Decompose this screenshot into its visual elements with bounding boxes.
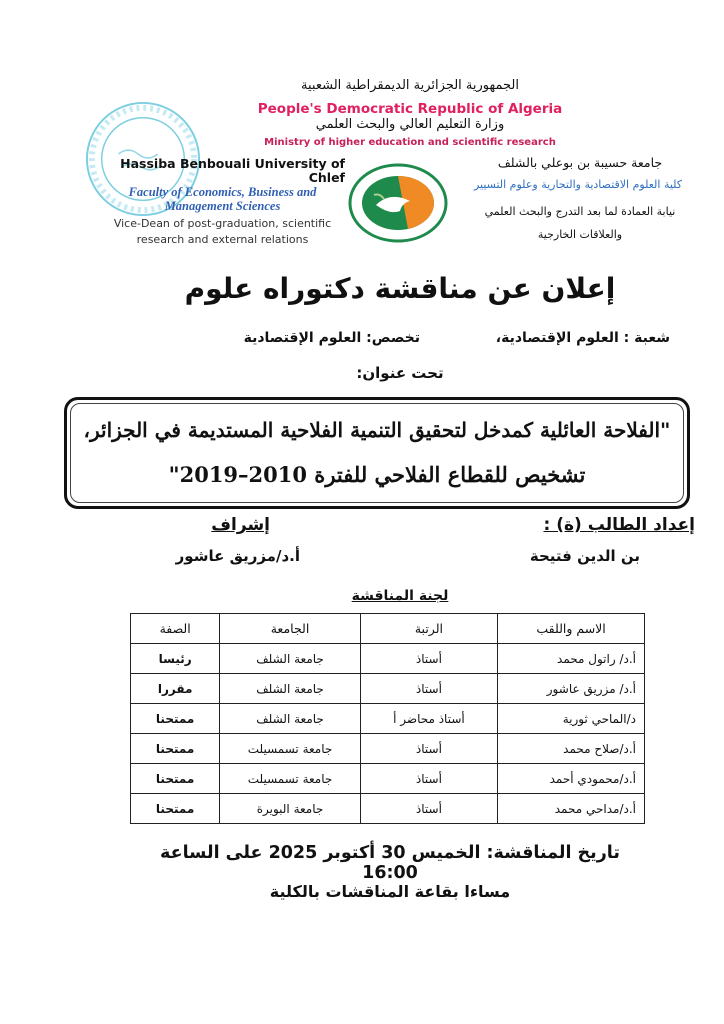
announcement-title: إعلان عن مناقشة دكتوراه علوم <box>184 272 616 305</box>
vice-dean-english: Vice-Dean of post-graduation, scientific research and external relations <box>113 217 332 246</box>
republic-arabic: الجمهورية الجزائرية الديمقراطية الشعبية <box>301 78 519 93</box>
ministry-english: Ministry of higher education and scientific research <box>264 137 556 148</box>
table-row <box>131 794 645 824</box>
supervisor-name: أ.د/مزريق عاشور <box>175 547 300 565</box>
faculty-english: Faculty of Economics, Business and Management Sciences <box>128 185 317 213</box>
vice-dean-arabic-line2: والعلاقات الخارجية <box>537 228 623 241</box>
table-row <box>131 674 645 704</box>
member-rank: أستاذ <box>360 764 497 794</box>
member-university: جامعة تسمسيلت <box>220 734 360 764</box>
student-name: بن الدين فتيحة <box>529 547 640 565</box>
under-title-label: تحت عنوان: <box>356 364 444 382</box>
table-row <box>131 734 645 764</box>
member-role: ممتحنا <box>131 764 220 794</box>
table-header-row <box>131 614 645 644</box>
member-name: أ.د/صلاح محمد <box>498 734 645 764</box>
prepared-by-label: إعداد الطالب (ة) : <box>543 515 695 535</box>
member-name: أ.د/ راتول محمد <box>498 644 645 674</box>
table-row <box>131 764 645 794</box>
vice-dean-arabic-line1: نيابة العمادة لما بعد التدرج والبحث العلمي <box>484 205 676 218</box>
thesis-title-line1: "الفلاحة العائلية كمدخل لتحقيق التنمية الفلاحية المستديمة في الجزائر، <box>83 418 671 442</box>
ministry-arabic: وزارة التعليم العالي والبحث العلمي <box>315 117 505 132</box>
member-university: جامعة الشلف <box>220 704 360 734</box>
thesis-title-line2: تشخيص للقطاع الفلاحي للفترة 2010–2019" <box>168 462 586 487</box>
table-row <box>131 704 645 734</box>
member-rank: أستاذ <box>360 644 497 674</box>
university-english: Hassiba Benbouali University of Chlef <box>120 156 345 185</box>
member-role: ممتحنا <box>131 734 220 764</box>
defense-place: مساءا بقاعة المناقشات بالكلية <box>269 882 511 901</box>
committee-title: لجنة المناقشة <box>351 588 449 604</box>
supervision-label: إشراف <box>211 515 270 535</box>
header-university: الجامعة <box>220 614 360 644</box>
member-rank: أستاذ <box>360 674 497 704</box>
header-name: الاسم واللقب <box>498 614 645 644</box>
faculty-arabic: كلية العلوم الاقتصادية والتجارية وعلوم التسيير <box>473 178 683 191</box>
member-rank: أستاذ <box>360 734 497 764</box>
vice-dean-arabic <box>460 200 700 246</box>
table-row <box>131 644 645 674</box>
member-role: ممتحنا <box>131 794 220 824</box>
member-rank: أستاذ محاضر أ <box>360 704 497 734</box>
header-rank: الرتبة <box>360 614 497 644</box>
member-name: أ.د/مداحي محمد <box>498 794 645 824</box>
committee-table <box>130 613 645 824</box>
member-university: جامعة البويرة <box>220 794 360 824</box>
university-logo <box>348 163 448 243</box>
member-role: ممتحنا <box>131 704 220 734</box>
member-university: جامعة الشلف <box>220 674 360 704</box>
header-role: الصفة <box>131 614 220 644</box>
branch-label: شعبة : العلوم الإقتصادية، <box>495 330 670 346</box>
member-name: أ.د/ مزريق عاشور <box>498 674 645 704</box>
member-role: مقررا <box>131 674 220 704</box>
member-university: جامعة تسمسيلت <box>220 764 360 794</box>
defense-date: تاريخ المناقشة: الخميس 30 أكتوبر 2025 على الساعة 16:00 <box>160 843 620 883</box>
member-role: رئيسا <box>131 644 220 674</box>
member-rank: أستاذ <box>360 794 497 824</box>
member-university: جامعة الشلف <box>220 644 360 674</box>
specialty-label: تخصص: العلوم الإقتصادية <box>243 330 420 346</box>
member-name: أ.د/محمودي أحمد <box>498 764 645 794</box>
member-name: د/الماحي ثورية <box>498 704 645 734</box>
university-arabic: جامعة حسيبة بن بوعلي بالشلف <box>497 155 663 170</box>
republic-english: People's Democratic Republic of Algeria <box>257 101 563 117</box>
